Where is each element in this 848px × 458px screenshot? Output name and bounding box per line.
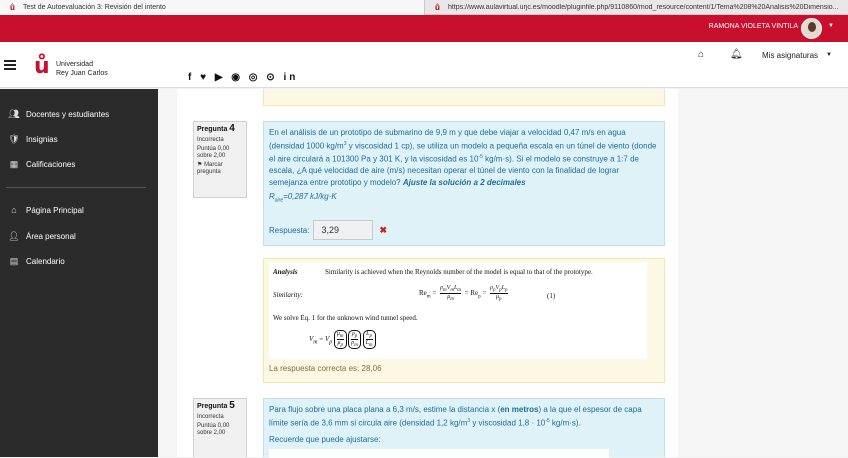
tab-title: Test de Autoevaluación 3: Revisión del intento — [23, 4, 166, 11]
user-icon: 👤︎ — [8, 230, 20, 241]
flag-icon: ⚑ — [197, 162, 203, 168]
question-status: Incorrecta — [197, 414, 224, 420]
home-icon[interactable]: ⌂ — [698, 49, 705, 60]
sidebar-item-badges[interactable] — [9, 134, 58, 144]
question-status: Incorrecta — [197, 137, 224, 143]
brand-line-1: Universidad — [56, 61, 93, 68]
chevron-down-icon[interactable]: ▼ — [826, 52, 832, 58]
urjc-favicon-icon: ů — [435, 3, 440, 12]
question-hint: Recuerde que puede ajustarse: — [269, 434, 381, 444]
hamburger-menu-icon[interactable] — [4, 60, 16, 70]
question-score: Puntúa 0,00 sobre 2,00 — [197, 146, 230, 159]
question-number: 5 — [229, 400, 235, 411]
bell-icon[interactable]: 🔔︎ — [730, 49, 743, 60]
question-info-5 — [193, 398, 247, 457]
sidebar-divider — [6, 187, 146, 188]
sidebar-item-dashboard[interactable] — [9, 231, 76, 241]
sidebar-item-grades[interactable] — [9, 159, 75, 169]
question-text-4 — [263, 121, 665, 246]
user-avatar[interactable] — [801, 18, 822, 39]
browser-tab-quiz[interactable] — [0, 0, 424, 15]
sidebar-item-label: Área personal — [26, 231, 76, 241]
my-courses-menu[interactable]: Mis asignaturas — [762, 50, 819, 60]
solution-image: Analysis Similarity is achieved when the Reynolds number of the model is equal to that of the prototype. Similarity: $Re_m$ = $\rho_mV_mL_m$ $\mu_m$ = $Re_p$ = $\rho_pV_pL_p$ $\mu_p$ (1) We solve Eq. 1 for the unknown wind tunnel speed. $V_m = V_p$ $\frac{\mu_m}{\mu_p}$ $\frac{\rho_p}{\rho_m}$ $\frac{L_p}{L_m}$ — [269, 262, 647, 359]
sidebar-item-calendar[interactable] — [9, 256, 65, 266]
sidebar-item-label: Página Principal — [26, 205, 84, 215]
social-links[interactable]: f ♥ ▶ ◉ ◎ ⊙ in — [188, 72, 299, 83]
question-score: Puntúa 0,00 sobre 2,00 — [197, 423, 230, 436]
question-feedback-4 — [263, 258, 665, 383]
urjc-logo-mark: ů — [34, 54, 50, 79]
urjc-logo[interactable] — [34, 50, 108, 82]
incorrect-icon: ✖ — [379, 224, 388, 235]
tab-title: https://www.aulavirtual.urjc.es/moodle/pluginfile.php/9110860/mod_resource/content/1/Tema%208%20Analisis%20Dimensio... — [448, 4, 839, 11]
home-icon: ⌂ — [11, 205, 17, 215]
gas-constant: $R_{aire}=0,287$ kJ/kg·K — [269, 192, 337, 204]
velocity-equation: $V_m = V_p$ $\frac{\mu_m}{\mu_p}$ $\frac{\rho_p}{\rho_m}$ $\frac{L_p}{L_m}$ — [309, 330, 376, 349]
sidebar — [0, 89, 158, 457]
sidebar-item-label: Docentes y estudiantes — [26, 109, 110, 119]
grades-icon: ▦ — [9, 158, 19, 169]
sidebar-item-home[interactable] — [9, 205, 84, 215]
previous-question-feedback — [263, 89, 665, 106]
brand-line-2: Rey Juan Carlos — [56, 70, 108, 77]
user-menu-caret-icon[interactable]: ▼ — [828, 23, 834, 29]
question-prefix: Pregunta — [197, 126, 228, 133]
nav-bar — [0, 42, 848, 88]
answer-label: Respuesta: — [269, 225, 310, 235]
sidebar-item-label: Calificaciones — [26, 159, 76, 169]
question-prefix: Pregunta — [197, 403, 228, 410]
sidebar-item-participants[interactable] — [9, 109, 109, 119]
question-text-5 — [263, 398, 665, 457]
question-body: En el análisis de un prototipo de submarino de 9,9 m y que debe viajar a velocidad 0,47 m/s en agua (densidad 1000 $kg/m^3$ y viscosidad 1 cp), se utiliza un modelo a pequeña escala en un túnel de viento (donde el aire circulará a 101300 Pa y 301 K, y la viscosidad es $10^{-5}$ kg/m·s). Si el modelo se construye a 1:7 de escala, ¿A qué velocidad de aire (m/s) necesitan operar el túnel de viento con la finalidad de lograr semejanza entre prototipo y modelo? Ajuste la solución a 2 decimales — [269, 128, 657, 187]
question-body: Para flujo sobre una placa plana a 6,3 m/s, estime la distancia x (en metros) a la que el espesor de capa límite sería de 3,6 mm si circula aire (densidad 1,2 $kg/m^3$ y viscosidad $1,8 \cdot 10^{-5}$ kg/m·s). — [269, 405, 642, 428]
correct-answer: La respuesta correcta es: 28,06 — [269, 364, 382, 373]
sidebar-item-label: Calendario — [26, 256, 65, 266]
reynolds-equation: $Re_m$ = $\rho_mV_mL_m$ $\mu_m$ = $Re_p$ = $\rho_pV_pL_p$ $\mu_p$ — [419, 285, 508, 303]
sidebar-item-label: Insignias — [26, 134, 58, 144]
answer-input[interactable]: 3,29 — [313, 220, 373, 240]
browser-tab-strip — [0, 0, 848, 15]
user-name[interactable]: RAMONA VIOLETA VINTILA — [708, 23, 798, 30]
question-number: 4 — [229, 123, 235, 134]
calendar-icon: ▤ — [9, 255, 19, 266]
browser-tab-pdf[interactable] — [424, 0, 848, 15]
question-info-4 — [193, 121, 247, 198]
top-bar — [0, 15, 848, 42]
badge-icon: 🛡︎ — [8, 133, 20, 144]
users-icon: 👥︎ — [8, 108, 20, 119]
flag-question-button[interactable]: ⚑ Marcar pregunta — [197, 162, 223, 175]
urjc-favicon-icon: ů — [10, 3, 15, 12]
